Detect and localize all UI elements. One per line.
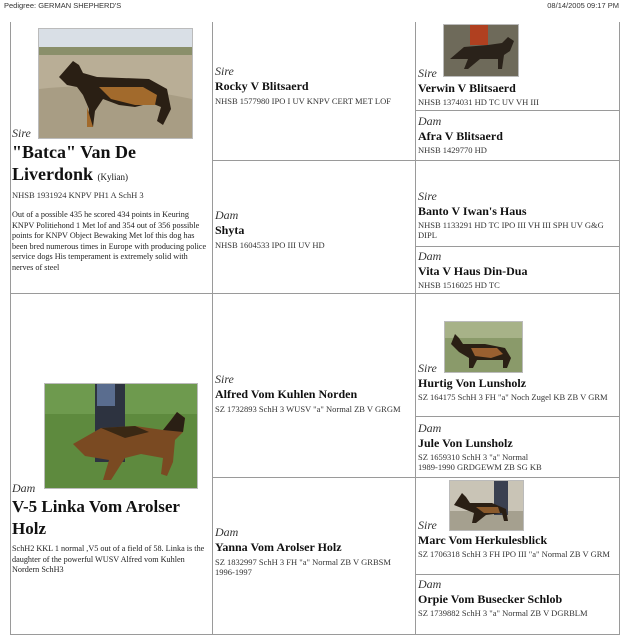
sire-dam-reg: NHSB 1604533 IPO III UV HD bbox=[215, 240, 325, 250]
dam-cell bbox=[12, 481, 210, 631]
row-divider bbox=[415, 416, 620, 417]
ped-name-7: Marc Vom Herkulesblick bbox=[418, 533, 548, 547]
sire-alias: (Kylian) bbox=[97, 172, 129, 182]
ped-name-5: Hurtig Von Lunsholz bbox=[418, 376, 527, 390]
ped-cell-6 bbox=[418, 421, 618, 476]
ped-name-6: Jule Von Lunsholz bbox=[418, 436, 513, 450]
ped-role-1: Sire bbox=[418, 66, 437, 80]
sire-registration: NHSB 1931924 KNPV PH1 A SchH 3 bbox=[12, 190, 144, 200]
ped-name-4: Vita V Haus Din-Dua bbox=[418, 264, 528, 278]
ped-reg-3: NHSB 1133291 HD TC IPO III VH III SPH UV G&G DIPL bbox=[418, 220, 604, 240]
ped-cell-8 bbox=[418, 577, 618, 633]
row-divider bbox=[415, 574, 620, 575]
sire-dam-cell bbox=[215, 208, 413, 288]
sire-sire-cell bbox=[215, 64, 413, 158]
ped-cell-2 bbox=[418, 114, 618, 158]
page-header bbox=[0, 0, 625, 14]
ped-cell-4 bbox=[418, 249, 618, 293]
ped-years-6: 1989-1990 GRDGEWM ZB SG KB bbox=[418, 462, 542, 472]
ped-name-3: Banto V Iwan's Haus bbox=[418, 204, 527, 218]
row-divider bbox=[10, 634, 620, 635]
sire-sire-name: Rocky V Blitsaerd bbox=[215, 79, 309, 93]
ped-cell-7 bbox=[418, 518, 618, 573]
column-divider bbox=[415, 22, 416, 635]
column-divider bbox=[619, 22, 620, 635]
dam-role-label: Dam bbox=[12, 481, 36, 495]
ped-role-4: Dam bbox=[418, 249, 442, 263]
ped-name-8: Orpie Vom Busecker Schlob bbox=[418, 592, 563, 606]
pedigree-title: Pedigree: GERMAN SHEPHERD'S bbox=[4, 1, 122, 10]
ped-cell-5 bbox=[418, 361, 618, 415]
ped-reg-1: NHSB 1374031 HD TC UV VH III bbox=[418, 97, 539, 107]
sire-sire-reg: NHSB 1577980 IPO I UV KNPV CERT MET LOF bbox=[215, 96, 391, 106]
sire-role-label: Sire bbox=[12, 126, 31, 140]
ped-cell-3 bbox=[418, 189, 618, 245]
ped-name-1: Verwin V Blitsaerd bbox=[418, 81, 516, 95]
sire-name-text: "Batca" Van De Liverdonk bbox=[12, 142, 136, 184]
ped-cell-1 bbox=[418, 66, 618, 110]
ped-name-2: Afra V Blitsaerd bbox=[418, 129, 503, 143]
ped-reg-2: NHSB 1429770 HD bbox=[418, 145, 487, 155]
ped-role-5: Sire bbox=[418, 361, 437, 375]
row-divider bbox=[415, 477, 620, 478]
row-divider bbox=[212, 477, 416, 478]
row-divider bbox=[415, 110, 620, 111]
dam-name: V-5 Linka Vom Arolser Holz bbox=[12, 497, 180, 538]
dam-sire-role: Sire bbox=[215, 372, 234, 386]
sire-name bbox=[12, 141, 210, 188]
sire-dam-name: Shyta bbox=[215, 223, 245, 237]
sire-photo bbox=[38, 28, 193, 139]
print-timestamp: 08/14/2005 09:17 PM bbox=[547, 1, 619, 10]
sire-description: Out of a possible 435 he scored 434 points in Keuring KNPV Politiehond 1 Met lof and 354 out of 356 possible points for KNPV Object Bewaking Met lof this dog has been bred numerous times in Europe with producing police service dogs His temperament is extremely solid with nerves of steel bbox=[12, 210, 207, 272]
ped-reg-5: SZ 164175 SchH 3 FH "a" Noch Zugel KB ZB V GRM bbox=[418, 392, 608, 402]
dam-dam-role: Dam bbox=[215, 525, 239, 539]
column-divider bbox=[10, 22, 11, 635]
ped-reg-6: SZ 1659310 SchH 3 "a" Normal bbox=[418, 452, 529, 462]
row-divider bbox=[212, 160, 416, 161]
sire-dam-role: Dam bbox=[215, 208, 239, 222]
ped-role-6: Dam bbox=[418, 421, 442, 435]
ped-reg-4: NHSB 1516025 HD TC bbox=[418, 280, 500, 290]
row-divider bbox=[10, 293, 620, 294]
dam-description: SchH2 KKL 1 normal ,V5 out of a field of 58. Linka is the daughter of the powerful WUSV Alfred vom Kuhlen Nordern SchH3 bbox=[12, 544, 205, 575]
column-divider bbox=[212, 22, 213, 635]
dam-dam-cell bbox=[215, 525, 413, 630]
dam-dam-years: 1996-1997 bbox=[215, 567, 252, 577]
sire-cell bbox=[12, 126, 210, 291]
ped-role-8: Dam bbox=[418, 577, 442, 591]
sire-sire-role: Sire bbox=[215, 64, 234, 78]
dam-dam-reg: SZ 1832997 SchH 3 FH "a" Normal ZB V GRBSM bbox=[215, 557, 391, 567]
dam-sire-name: Alfred Vom Kuhlen Norden bbox=[215, 387, 358, 401]
dam-photo bbox=[44, 383, 198, 489]
row-divider bbox=[415, 160, 620, 161]
ped-role-3: Sire bbox=[418, 189, 437, 203]
row-divider bbox=[415, 246, 620, 247]
dam-sire-reg: SZ 1732893 SchH 3 WUSV "a" Normal ZB V GRGM bbox=[215, 404, 401, 414]
ped-reg-7: SZ 1706318 SchH 3 FH IPO III "a" Normal ZB V GRM bbox=[418, 549, 610, 559]
dam-sire-cell bbox=[215, 372, 413, 472]
dam-dam-name: Yanna Vom Arolser Holz bbox=[215, 540, 342, 554]
ped-role-7: Sire bbox=[418, 518, 437, 532]
ped-reg-8: SZ 1739882 SchH 3 "a" Normal ZB V DGRBLM bbox=[418, 608, 588, 618]
ped-role-2: Dam bbox=[418, 114, 442, 128]
